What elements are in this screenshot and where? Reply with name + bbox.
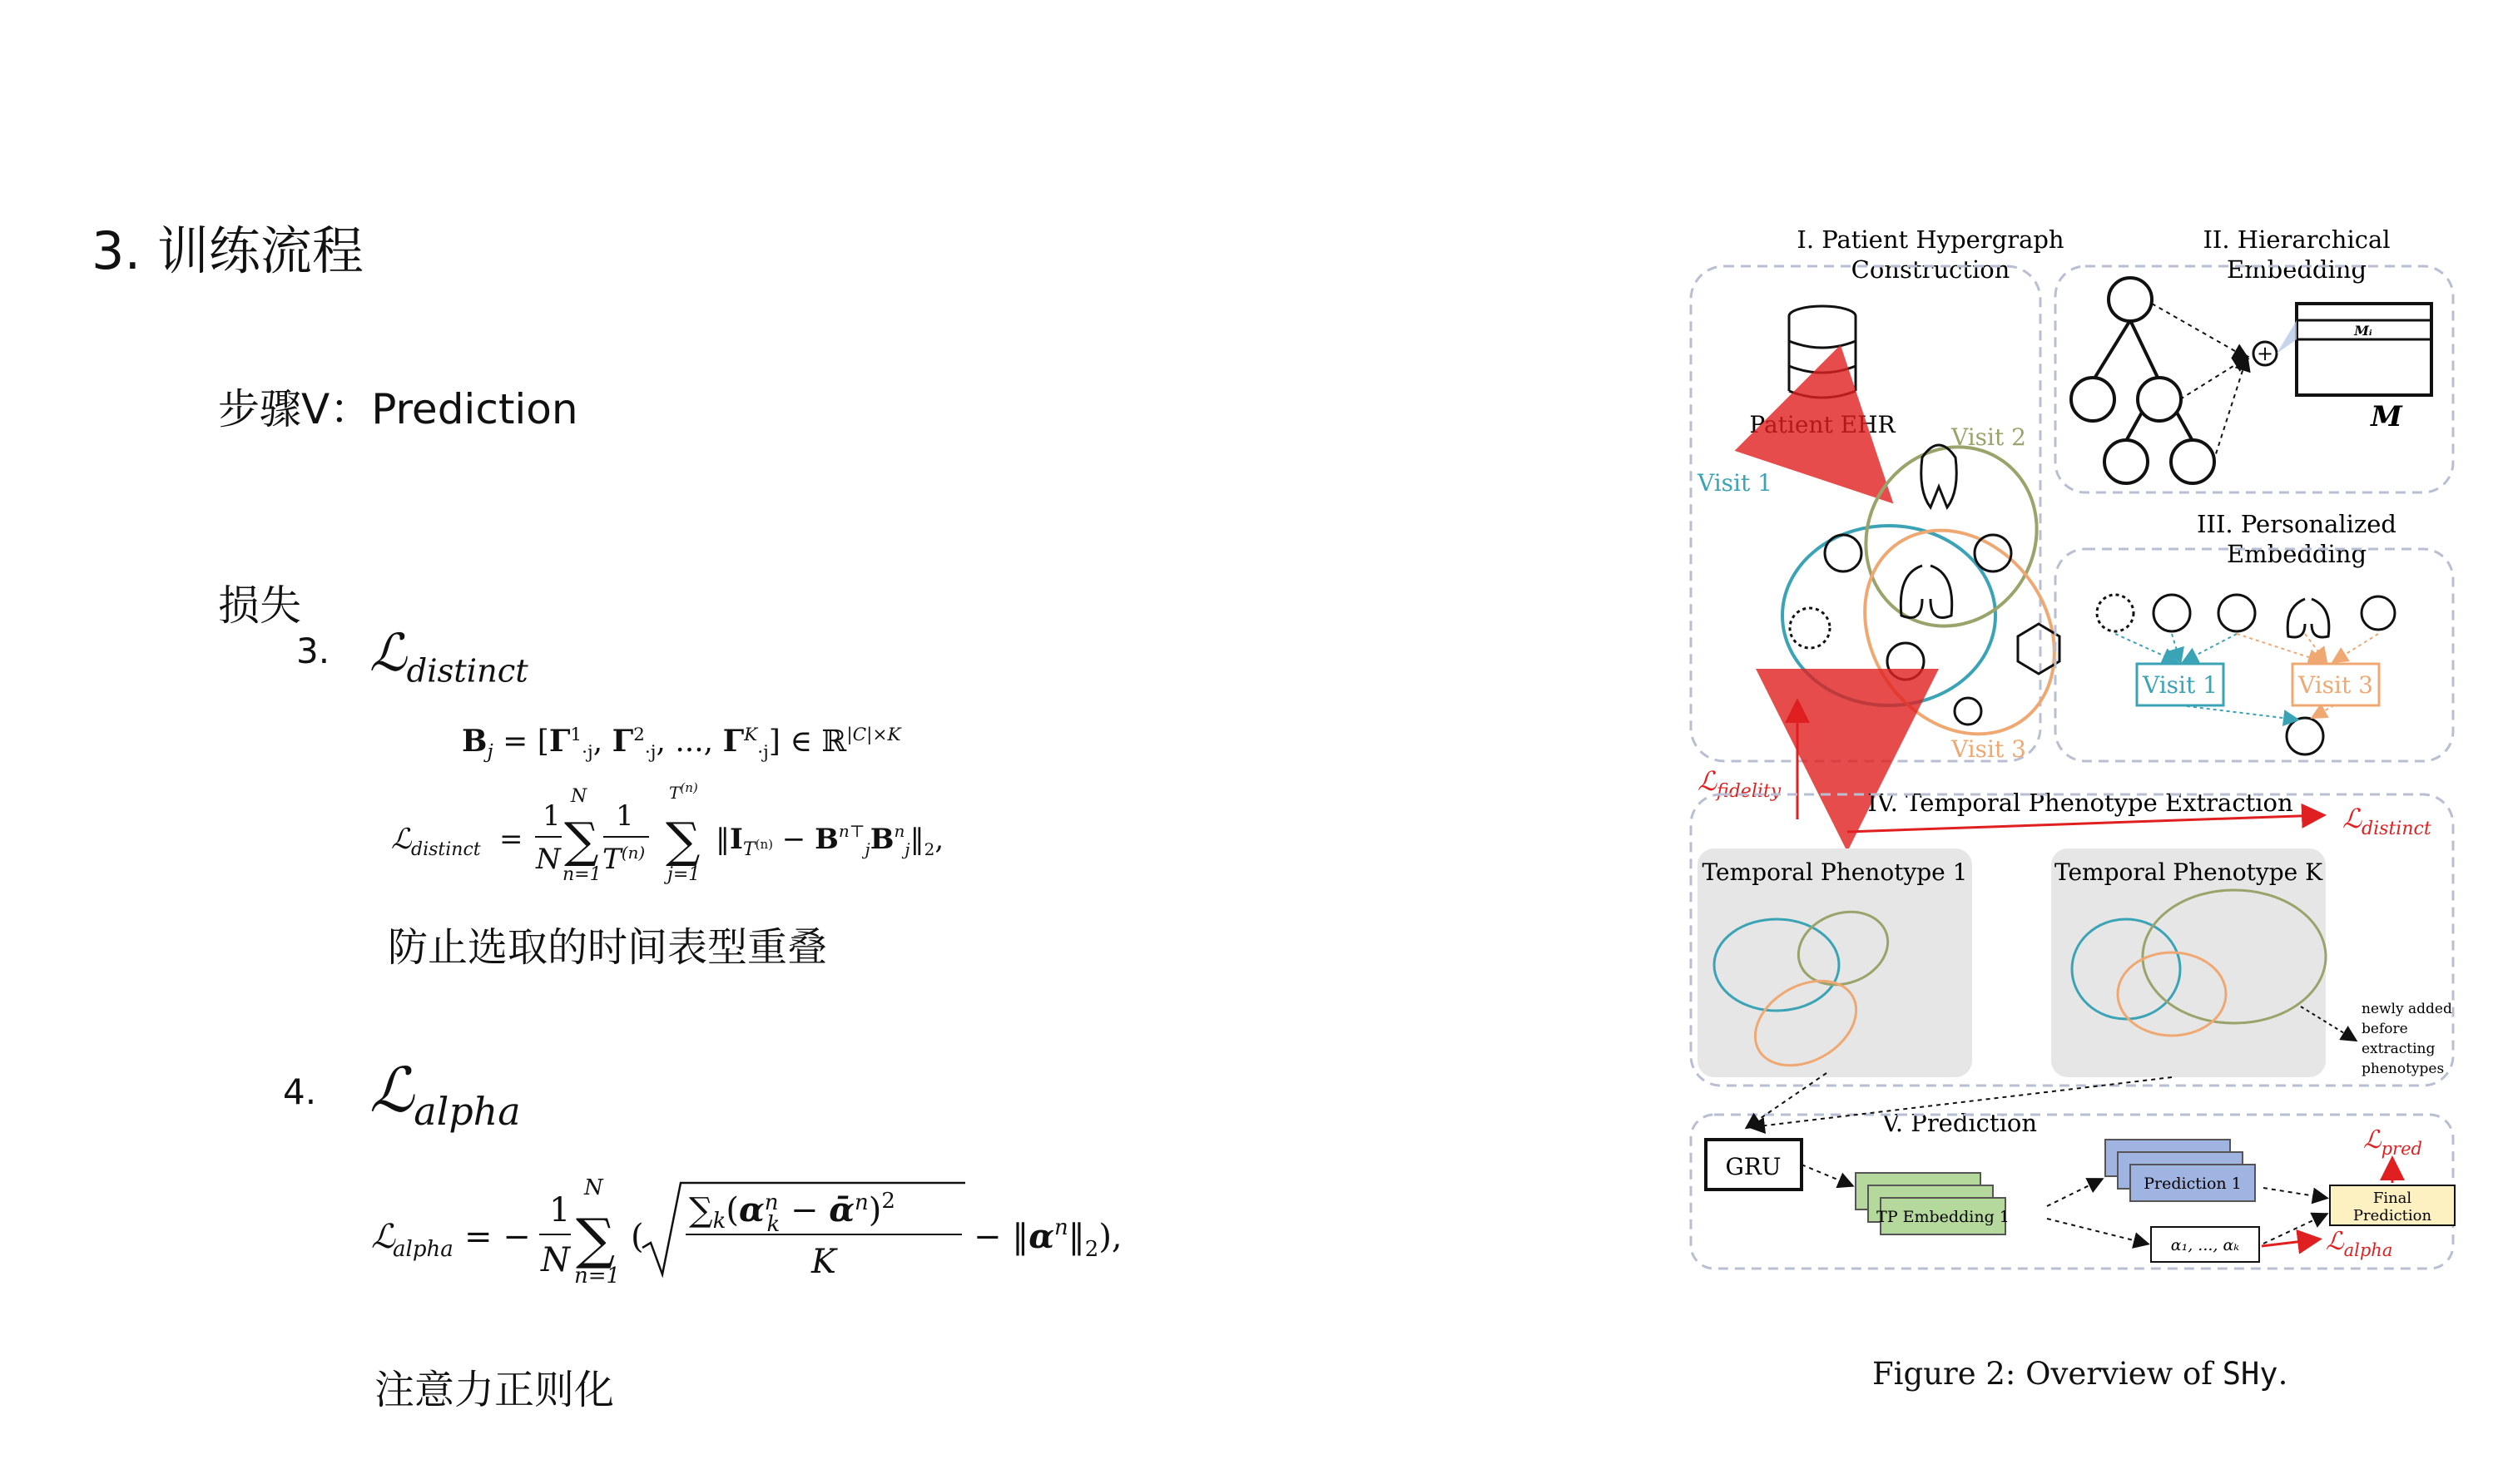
panel2-title-line2: Embedding xyxy=(2226,255,2367,284)
hierarchy-tree xyxy=(2071,278,2214,483)
pe-output-head-icon xyxy=(2287,718,2323,754)
loss-fidelity-label: ℒ$_{fidelity}$ xyxy=(1698,765,1782,802)
ehr-arrow xyxy=(1835,445,1872,482)
tp1-label: Temporal Phenotype 1 xyxy=(1702,858,1968,886)
item-3-symbol-main: ℒ xyxy=(369,622,407,683)
svg-text:n=1: n=1 xyxy=(574,1264,621,1289)
equation-b-definition: $B_j = [\Gamma^1_{\cdot j}$, $\Gamma^2_{\cdot j}$, ..., $\Gamma^K_{\cdot j}$] ∈ ℝ$^{|C|\times K}$ xyxy=(462,724,901,764)
item-4-symbol-main: ℒ xyxy=(369,1055,414,1126)
panel3-title-line1: III. Personalized xyxy=(2197,510,2396,538)
panel1-title-line1: I. Patient Hypergraph xyxy=(1797,225,2064,254)
newly-added-line1: newly added xyxy=(2362,1001,2452,1017)
newly-added-line3: extracting xyxy=(2362,1041,2436,1057)
svg-text:T(n): $T^{(n)}$ xyxy=(602,843,646,876)
pe-visit1-label: Visit 1 xyxy=(2143,671,2218,699)
visit3-label: Visit 3 xyxy=(1951,735,2026,763)
pe-fever-head-icon xyxy=(2154,595,2190,631)
svg-text:j=1: j=1 xyxy=(667,864,701,885)
svg-text:N: N xyxy=(536,843,561,876)
item-3-symbol-sub: distinct xyxy=(406,652,528,690)
svg-text:∑: ∑ xyxy=(666,812,701,868)
visit2-label: Visit 2 xyxy=(1951,423,2026,451)
tpk-label: Temporal Phenotype K xyxy=(2054,858,2323,886)
matrix-m-label: M xyxy=(2371,400,2402,433)
lungs-icon xyxy=(1901,566,1951,618)
item-3-description: 防止选取的时间表型重叠 xyxy=(388,924,828,971)
panel3-border xyxy=(2055,549,2453,761)
svg-text:∑: ∑ xyxy=(576,1207,616,1271)
svg-text:N: N xyxy=(571,786,587,807)
alpha-box-label: α₁, ..., αₖ xyxy=(2170,1236,2240,1254)
ehr-label: Patient EHR xyxy=(1749,411,1896,438)
visit1-label: Visit 1 xyxy=(1698,469,1772,497)
database-icon xyxy=(1789,306,1856,398)
final-prediction-line1: Final xyxy=(2372,1190,2412,1207)
pe-injury-person-icon xyxy=(2362,596,2395,630)
caption-suffix: . xyxy=(2277,1356,2288,1392)
item-4-symbol-sub: alpha xyxy=(414,1088,521,1134)
svg-text:∑: ∑ xyxy=(564,812,599,868)
caption-name: SHy xyxy=(2222,1356,2278,1392)
caption-prefix: Figure 2: Overview of xyxy=(1872,1356,2223,1392)
prediction-label: Prediction 1 xyxy=(2144,1175,2242,1193)
loss-distinct-label: ℒ$_{distinct}$ xyxy=(2342,803,2431,839)
embedding-matrix xyxy=(2297,304,2431,395)
panel1-title-line2: Construction xyxy=(1851,255,2010,284)
overview-figure xyxy=(1681,208,2463,1281)
virus-icon xyxy=(1790,608,1830,648)
item-3-symbol xyxy=(369,622,528,690)
svg-text:(: ( xyxy=(631,1218,644,1256)
item-4-description: 注意力正则化 xyxy=(374,1367,615,1413)
svg-text:T(n): $T^{(n)}$ xyxy=(669,782,698,803)
svg-text:1: 1 xyxy=(616,799,634,833)
final-prediction-line2: Prediction xyxy=(2352,1207,2432,1224)
loss-label: 损失 xyxy=(218,581,301,630)
svg-text:ℒ: ℒ xyxy=(371,1218,395,1256)
gru-label: GRU xyxy=(1725,1153,1782,1180)
svg-text:‖IT(n) − Bn⊤jBnj‖2,: $‖I_T^{(n)}$ − $B^{n⊤}_jB^n_j‖_2$, xyxy=(716,821,944,860)
svg-text:=: = xyxy=(499,823,523,856)
item-4-number: 4. xyxy=(283,1071,317,1112)
svg-text:N: N xyxy=(541,1241,570,1279)
svg-text:distinct: distinct xyxy=(411,839,481,860)
panel2-title-line1: II. Hierarchical xyxy=(2203,225,2391,254)
svg-text:ℒ: ℒ xyxy=(391,823,412,856)
svg-text:K: K xyxy=(811,1243,836,1281)
svg-text:N: N xyxy=(584,1175,603,1200)
svg-text:= −: = − xyxy=(464,1218,531,1256)
fever-head-icon xyxy=(1825,535,1861,571)
pe-visit3-label: Visit 3 xyxy=(2298,671,2373,699)
svg-text:+: + xyxy=(2256,342,2274,365)
panel5-title: V. Prediction xyxy=(1882,1109,2037,1137)
equation-l-distinct xyxy=(383,782,1048,898)
cough-head-icon xyxy=(1887,643,1924,680)
figure-caption xyxy=(1872,1356,2287,1392)
pe-lungs-icon xyxy=(2287,599,2329,637)
panel1-border xyxy=(1691,266,2040,761)
item-4-symbol xyxy=(369,1055,521,1134)
loss-alpha-label: ℒ$_{alpha}$ xyxy=(2326,1227,2393,1260)
newly-added-line4: phenotypes xyxy=(2362,1061,2445,1077)
panel3-title-line2: Embedding xyxy=(2226,540,2367,568)
pe-cough-head-icon xyxy=(2218,595,2255,631)
step-title: 步骤V：Prediction xyxy=(218,385,578,433)
svg-text:− ‖αn‖2),: − $‖\alpha^n‖_2$), xyxy=(974,1215,1123,1262)
item-3-number: 3. xyxy=(296,631,330,671)
tp-embedding-label: TP Embedding 1 xyxy=(1876,1208,2010,1226)
loss-pred-label: ℒ$_{pred}$ xyxy=(2363,1125,2422,1159)
svg-text:1: 1 xyxy=(543,799,561,833)
newly-added-line2: before xyxy=(2362,1021,2408,1037)
pe-virus-icon xyxy=(2097,595,2134,631)
svg-text:1: 1 xyxy=(549,1191,571,1229)
equation-l-alpha xyxy=(366,1165,1198,1306)
svg-text:n=1: n=1 xyxy=(563,864,602,885)
matrix-row-label: Mᵢ xyxy=(2354,323,2372,339)
svg-text:∑k(αnk − ᾱn)2: $\sum_k(\alpha^n$ k − ᾱ$^n$)$^2$ xyxy=(689,1189,895,1237)
slide-heading: 3. 训练流程 xyxy=(92,220,364,281)
injury-person-icon xyxy=(1955,698,1981,725)
panel4-title: IV. Temporal Phenotype Extraction xyxy=(1867,789,2293,817)
svg-text:alpha: alpha xyxy=(393,1237,454,1262)
